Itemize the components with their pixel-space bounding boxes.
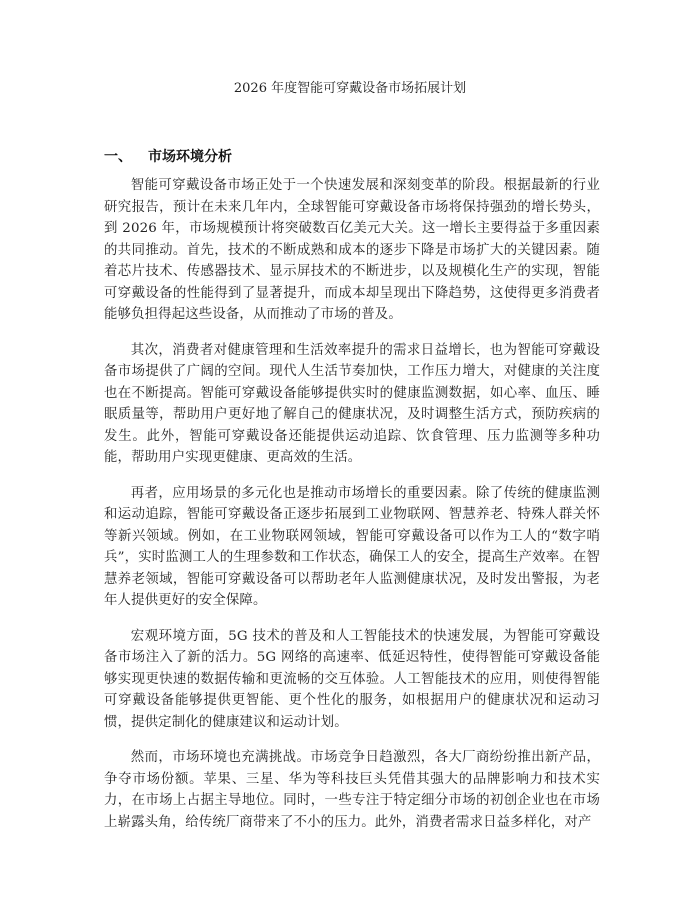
paragraph-3: 再者，应用场景的多元化也是推动市场增长的重要因素。除了传统的健康监测和运动追踪，智能可穿戴设备正逐步拓展到工业物联网、智慧养老、特殊人群关怀等新兴领域。例如，在工业物联网领域，智能可穿戴设备可以作为工人的“数字哨兵”，实时监测工人的生理参数和工作状态，确保工人的安全，提高生产效率。在智慧养老领域，智能可穿戴设备可以帮助老年人监测健康状况，及时发出警报，为老年人提供更好的安全保障。 [104, 485, 600, 608]
document-title: 2026 年度智能可穿戴设备市场拓展计划 [233, 81, 467, 96]
section-heading [104, 147, 232, 167]
paragraph-5: 然而，市场环境也充满挑战。市场竞争日趋激烈，各大厂商纷纷推出新产品，争夺市场份额。苹果、三星、华为等科技巨头凭借其强大的品牌影响力和技术实力，在市场上占据主导地位。同时，一些专注于特定细分市场的初创企业也在市场上崭露头角，给传统厂商带来了不小的压力。此外，消费者需求日益多样化，对产 [104, 750, 600, 830]
paragraph-1: 智能可穿戴设备市场正处于一个快速发展和深刻变革的阶段。根据最新的行业研究报告，预计在未来几年内，全球智能可穿戴设备市场将保持强劲的增长势头，到 2026 年，市场规模预计将突破数百亿美元大关。这一增长主要得益于多重因素的共同推动。首先，技术的不断成熟和成本的逐步下降是市场扩大的关键因素。随着芯片技术、传感器技术、显示屏技术的不断进步，以及规模化生产的实现，智能可穿戴设备的性能得到了显著提升，而成本却呈现出下降趋势，这使得更多消费者能够负担得起这些设备，从而推动了市场的普及。 [104, 178, 600, 322]
section-title: 市场环境分析 [148, 149, 232, 165]
section-number: 一、 [104, 149, 132, 165]
paragraph-2: 其次，消费者对健康管理和生活效率提升的需求日益增长，也为智能可穿戴设备市场提供了广阔的空间。现代人生活节奏加快，工作压力增大，对健康的关注度也在不断提高。智能可穿戴设备能够提供实时的健康监测数据，如心率、血压、睡眠质量等，帮助用户更好地了解自己的健康状况，及时调整生活方式，预防疾病的发生。此外，智能可穿戴设备还能提供运动追踪、饮食管理、压力监测等多种功能，帮助用户实现更健康、更高效的生活。 [104, 342, 600, 465]
document-body [104, 175, 600, 847]
paragraph-4: 宏观环境方面，5G 技术的普及和人工智能技术的快速发展，为智能可穿戴设备市场注入了新的活力。5G 网络的高速率、低延迟特性，使得智能可穿戴设备能够实现更快速的数据传输和更流畅的交互体验。人工智能技术的应用，则使得智能可穿戴设备能够提供更智能、更个性化的服务，如根据用户的健康状况和运动习惯，提供定制化的健康建议和运动计划。 [104, 628, 600, 730]
